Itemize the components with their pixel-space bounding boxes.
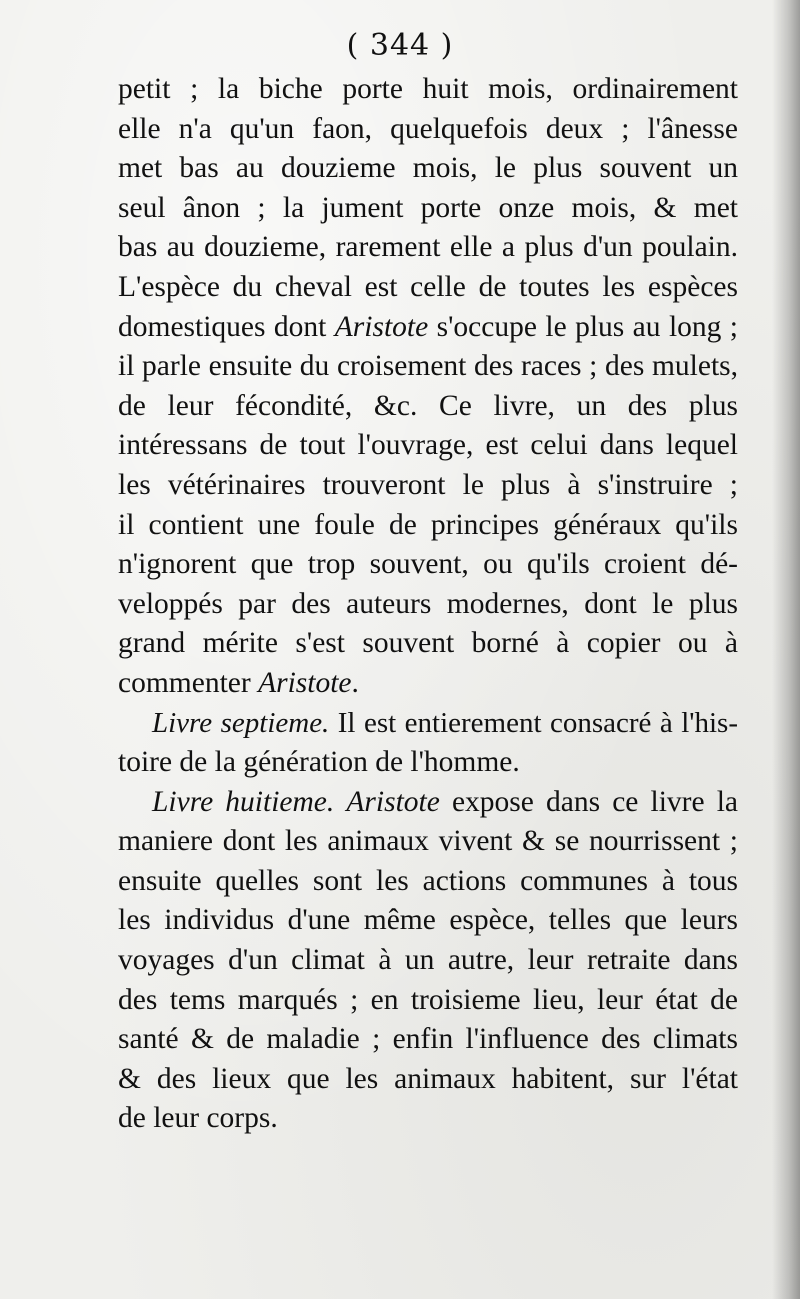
page-number: ( 344 ) xyxy=(346,28,454,63)
text-line: L'espèce du cheval est celle de toutes les espèces xyxy=(118,270,738,303)
text-line: petit ; la biche porte huit mois, ordinairement xyxy=(118,73,738,105)
text-line: ensuite quelles sont les actions communes à tous xyxy=(118,864,738,897)
text-line: intéressans de tout l'ouvrage, est celui dans lequel xyxy=(118,429,738,462)
text-line: de leur corps. xyxy=(118,1102,278,1135)
text-line: santé & de maladie ; enfin l'influence des climats xyxy=(118,1023,738,1056)
text-line: maniere dont les animaux vivent & se nourrissent ; xyxy=(118,825,738,858)
text-line: toire de la génération de l'homme. xyxy=(118,746,520,779)
text-line: seul ânon ; la jument porte onze mois, & met xyxy=(118,191,738,224)
text-line: les individus d'une même espèce, telles que leurs xyxy=(118,904,738,937)
paragraph xyxy=(118,704,738,783)
text-line: il parle ensuite du croisement des races ; des mulets, xyxy=(118,350,738,383)
text-line: elle n'a qu'un faon, quelquefois deux ; l'ânesse xyxy=(118,112,738,145)
text-line: bas au douzieme, rarement elle a plus d'un poulain. xyxy=(118,231,738,264)
text-line: met bas au douzieme mois, le plus souvent un xyxy=(118,152,738,185)
text-line: & des lieux que les animaux habitent, sur l'état xyxy=(118,1062,738,1095)
text-line: de leur fécondité, &c. Ce livre, un des plus xyxy=(118,389,738,422)
page-edge-shadow xyxy=(772,0,800,1299)
text-line: les vétérinaires trouveront le plus à s'instruire ; xyxy=(118,468,738,501)
paragraph xyxy=(118,70,738,704)
text-line: grand mérite s'est souvent borné à copier ou à xyxy=(118,627,738,660)
body-text xyxy=(118,70,738,1139)
text-line: Livre septieme. Il est entierement consacré à l'his- xyxy=(152,706,738,739)
paragraph xyxy=(118,783,738,1139)
text-line: voyages d'un climat à un autre, leur retraite dans xyxy=(118,944,738,977)
text-line: il contient une foule de principes généraux qu'ils xyxy=(118,508,738,541)
text-line: domestiques dont Aristote s'occupe le plus au long ; xyxy=(118,310,738,343)
text-line: Livre huitieme. Aristote expose dans ce livre la xyxy=(152,785,739,818)
text-line: n'ignorent que trop souvent, ou qu'ils croient dé- xyxy=(118,548,738,581)
text-line: veloppés par des auteurs modernes, dont le plus xyxy=(118,587,738,620)
text-line: commenter Aristote. xyxy=(118,666,359,699)
text-line: des tems marqués ; en troisieme lieu, leur état de xyxy=(118,983,738,1016)
